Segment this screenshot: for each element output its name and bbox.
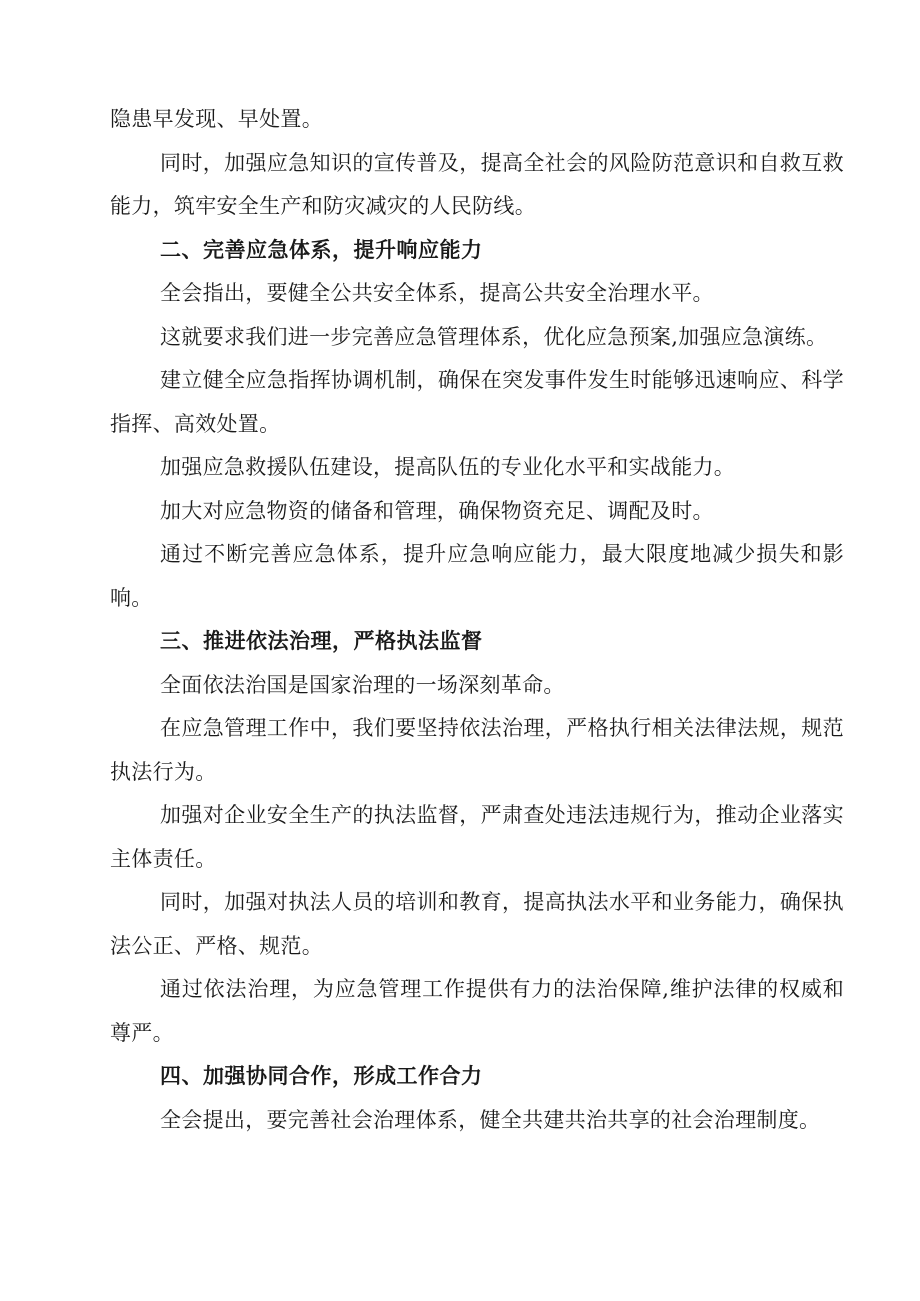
paragraph: 加大对应急物资的储备和管理，确保物资充足、调配及时。 [160,498,714,523]
paragraph: 隐患早发现、早处置。 [110,107,323,131]
paragraph: 建立健全应急指挥协调机制，确保在突发事件发生时能够迅速响应、科学指挥、高效处置。 [110,368,844,436]
paragraph: 通过依法治理，为应急管理工作提供有力的法治保障,维护法律的权威和尊严。 [110,977,844,1045]
paragraph: 在应急管理工作中，我们要坚持依法治理，严格执行相关法律法规，规范执法行为。 [110,716,844,784]
paragraph: 同时，加强应急知识的宣传普及，提高全社会的风险防范意识和自救互救能力，筑牢安全生产和防灾减灾的人民防线。 [110,150,844,218]
paragraph: 全面依法治国是国家治理的一场深刻革命。 [160,672,565,697]
section-heading: 四、加强协同合作，形成工作合力 [160,1064,483,1088]
paragraph: 这就要求我们进一步完善应急管理体系，优化应急预案,加强应急演练。 [160,324,828,349]
section-heading: 三、推进依法治理，严格执法监督 [160,629,483,653]
paragraph: 通过不断完善应急体系，提升应急响应能力，最大限度地减少损失和影响。 [110,542,844,610]
paragraph: 同时，加强对执法人员的培训和教育，提高执法水平和业务能力，确保执法公正、严格、规范。 [110,890,844,958]
paragraph: 全会提出，要完善社会治理体系，健全共建共治共享的社会治理制度。 [160,1107,821,1132]
paragraph: 加强对企业安全生产的执法监督，严肃查处违法违规行为，推动企业落实主体责任。 [110,803,844,871]
document-body [110,98,844,1142]
section-heading: 二、完善应急体系，提升响应能力 [160,237,483,262]
paragraph: 全会指出，要健全公共安全体系，提高公共安全治理水平。 [160,281,714,305]
paragraph: 加强应急救援队伍建设，提高队伍的专业化水平和实战能力。 [160,455,736,479]
